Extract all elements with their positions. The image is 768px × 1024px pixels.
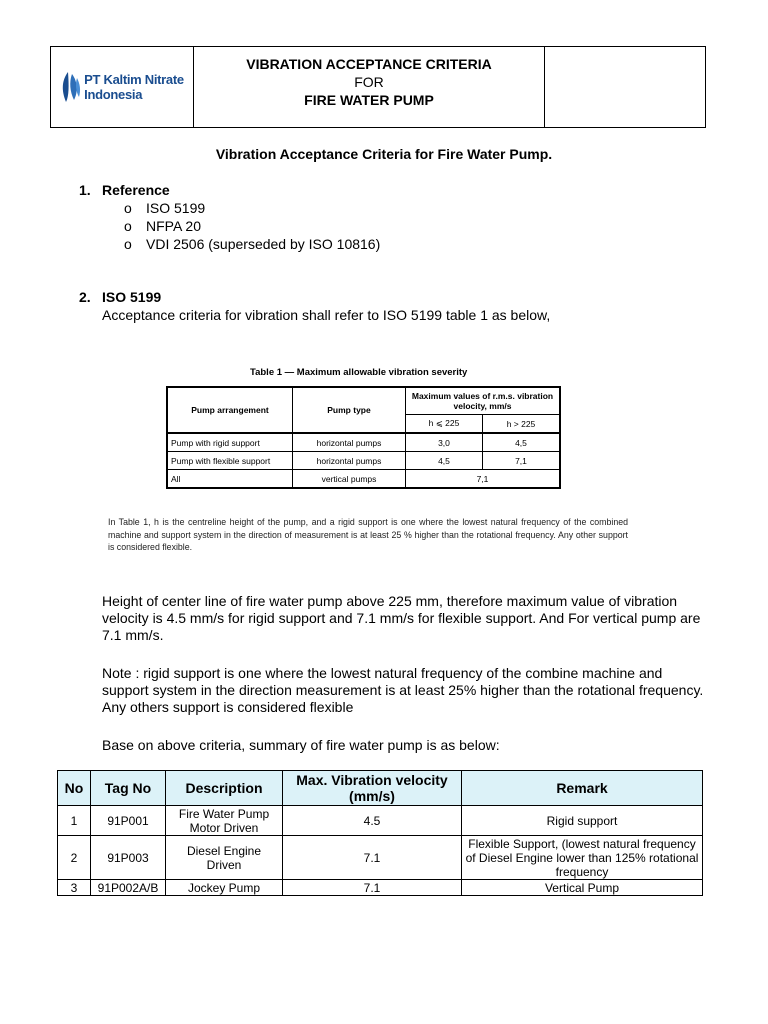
- height-paragraph: Height of center line of fire water pump above 225 mm, therefore maximum value of vibration velocity is 4.5 mm/s for rigid support and 7.1 mm/s for flexible support. And For vertical pump are 7.1 mm/s.: [102, 593, 701, 643]
- summary-table: [57, 770, 703, 896]
- section1-number: 1.: [79, 182, 91, 198]
- reference-item-label: NFPA 20: [146, 218, 201, 234]
- cell-tag: 91P001: [91, 806, 166, 836]
- iso-row-gt: 4,5: [483, 433, 561, 452]
- iso-5199-table: [166, 386, 561, 489]
- table-row: [58, 880, 703, 896]
- note-paragraph: Note : rigid support is one where the lowest natural frequency of the combine machine and support system in the direction measurement is at least 25% higher than the rotational frequency. Any others support is considered flexible: [102, 665, 704, 715]
- reference-item: [124, 235, 380, 253]
- iso-col-type: Pump type: [293, 387, 406, 433]
- company-logo-cell: [51, 47, 194, 127]
- cell-remark: Rigid support: [462, 806, 703, 836]
- summary-intro: Base on above criteria, summary of fire water pump is as below:: [102, 737, 500, 753]
- iso-row-arrangement: Pump with rigid support: [167, 433, 293, 452]
- header-title-line2: FOR: [354, 74, 384, 90]
- cell-description: Diesel Engine Driven: [166, 836, 283, 880]
- bullet-marker: o: [124, 200, 132, 216]
- cell-remark: Vertical Pump: [462, 880, 703, 896]
- cell-description: Jockey Pump: [166, 880, 283, 896]
- header-title-line1: VIBRATION ACCEPTANCE CRITERIA: [246, 56, 492, 72]
- company-logo: [60, 70, 184, 104]
- iso-row-le: 3,0: [406, 433, 483, 452]
- iso-row-arrangement: All: [167, 470, 293, 489]
- header-blank-cell: [545, 47, 705, 127]
- col-header-max-velocity: Max. Vibration velocity (mm/s): [283, 771, 462, 806]
- iso-table-note: In Table 1, h is the centreline height of the pump, and a rigid support is one where the lowest natural frequency of the combined machine and support system in the direction of measurement is at least 25 % higher than the rotational frequency. Any other support is considered flexible.: [108, 517, 628, 552]
- cell-no: 1: [58, 806, 91, 836]
- iso-table-caption: Table 1 — Maximum allowable vibration severity: [250, 367, 468, 378]
- iso-col-arrangement: Pump arrangement: [167, 387, 293, 433]
- cell-max-velocity: 4.5: [283, 806, 462, 836]
- section2-heading: ISO 5199: [102, 289, 162, 305]
- iso-row-le: 4,5: [406, 452, 483, 470]
- iso-sub-gt: h > 225: [483, 415, 561, 434]
- cell-remark: Flexible Support, (lowest natural frequency of Diesel Engine lower than 125% rotational frequency: [462, 836, 703, 880]
- company-name-line2: Indonesia: [84, 87, 143, 102]
- col-header-tag: Tag No: [91, 771, 166, 806]
- cell-tag: 91P002A/B: [91, 880, 166, 896]
- iso-col-max: Maximum values of r.m.s. vibration velocity, mm/s: [406, 387, 561, 415]
- cell-max-velocity: 7.1: [283, 880, 462, 896]
- section2-number: 2.: [79, 289, 91, 305]
- reference-item: [124, 199, 205, 217]
- header-title-cell: [194, 47, 545, 127]
- document-header: [50, 46, 706, 128]
- bullet-marker: o: [124, 218, 132, 234]
- col-header-no: No: [58, 771, 91, 806]
- reference-item: [124, 217, 201, 235]
- reference-item-label: VDI 2506 (superseded by ISO 10816): [146, 236, 381, 252]
- iso-sub-le: h ⩽ 225: [406, 415, 483, 434]
- summary-table-header: [58, 771, 703, 806]
- company-name-line1: PT Kaltim Nitrate: [84, 72, 184, 87]
- section2-intro: Acceptance criteria for vibration shall refer to ISO 5199 table 1 as below,: [102, 307, 551, 323]
- iso-row-both: 7,1: [406, 470, 561, 489]
- cell-max-velocity: 7.1: [283, 836, 462, 880]
- cell-description: Fire Water Pump Motor Driven: [166, 806, 283, 836]
- col-header-remark: Remark: [462, 771, 703, 806]
- iso-row-gt: 7,1: [483, 452, 561, 470]
- iso-row-arrangement: Pump with flexible support: [167, 452, 293, 470]
- header-title-line3: FIRE WATER PUMP: [304, 92, 434, 108]
- iso-row-type: vertical pumps: [293, 470, 406, 489]
- iso-row-type: horizontal pumps: [293, 433, 406, 452]
- cell-no: 2: [58, 836, 91, 880]
- cell-tag: 91P003: [91, 836, 166, 880]
- col-header-description: Description: [166, 771, 283, 806]
- bullet-marker: o: [124, 236, 132, 252]
- document-title: Vibration Acceptance Criteria for Fire Water Pump.: [215, 146, 553, 162]
- logo-flame-icon: [60, 70, 82, 104]
- cell-no: 3: [58, 880, 91, 896]
- table-row: [58, 836, 703, 880]
- company-name: [84, 72, 184, 102]
- iso-row-type: horizontal pumps: [293, 452, 406, 470]
- table-row: [58, 806, 703, 836]
- reference-item-label: ISO 5199: [146, 200, 206, 216]
- section1-heading: Reference: [102, 182, 170, 198]
